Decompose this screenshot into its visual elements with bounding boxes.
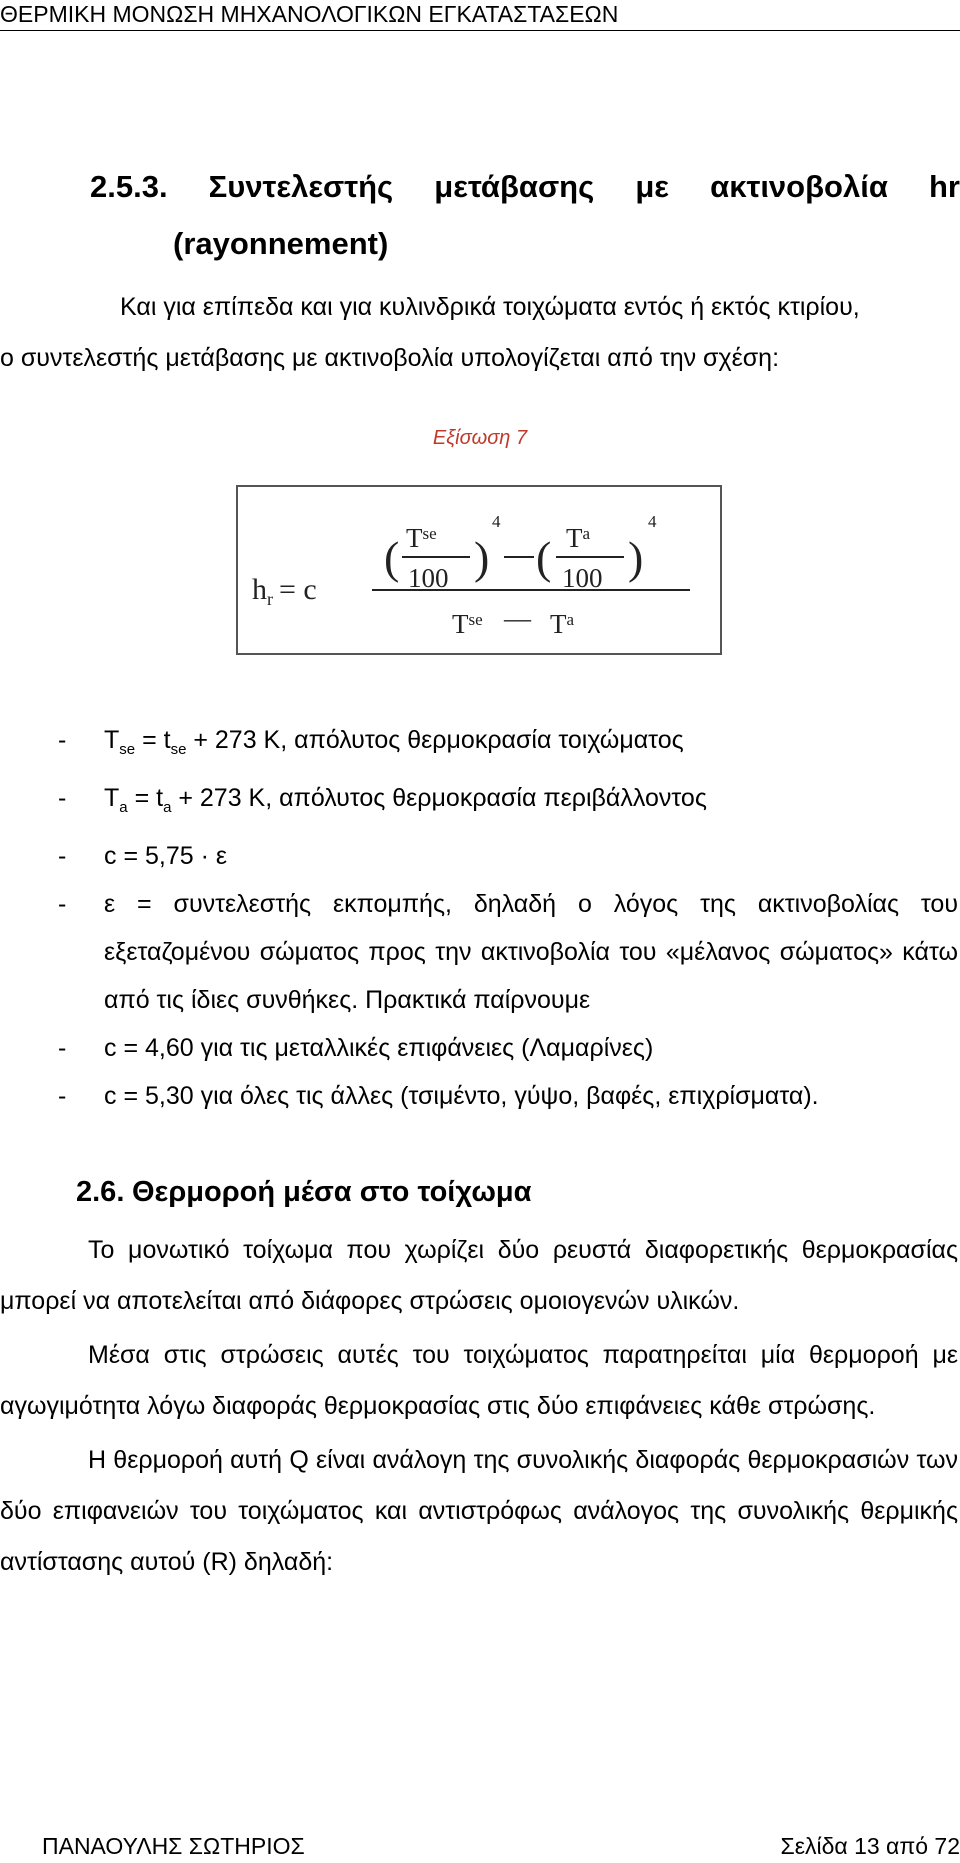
paragraph: Η θερμοροή αυτή Q είναι ανάλογη της συνολικής διαφοράς θερμοκρασιών των δύο επιφανειών του τοιχώματος και αντιστρόφως ανάλογος της συνολικής θερμικής αντίστασης αυτού (R) δηλαδή: bbox=[0, 1446, 958, 1576]
section-body bbox=[0, 1225, 958, 1591]
running-header: ΘΕΡΜΙΚΗ ΜΟΝΩΣΗ ΜΗΧΑΝΟΛΟΓΙΚΩΝ ΕΓΚΑΤΑΣΤΑΣΕΩΝ bbox=[0, 1, 619, 27]
definitions-list bbox=[58, 716, 958, 1120]
bullet-text: c = 4,60 για τις μεταλλικές επιφάνειες (Λαμαρίνες) bbox=[104, 1034, 654, 1062]
section-number: 2.5.3. bbox=[90, 169, 168, 204]
header-rule bbox=[0, 30, 960, 31]
list-item bbox=[58, 832, 958, 880]
bullet-subscript: se bbox=[170, 741, 187, 758]
eq-den-minus: — bbox=[504, 603, 531, 633]
footer-author: ΠΑΝΑΟΥΛΗΣ ΣΩΤΗΡΙΟΣ bbox=[42, 1833, 305, 1859]
list-item bbox=[58, 716, 958, 774]
page-footer bbox=[0, 1822, 960, 1859]
bullet-text: ε = συντελεστής εκπομπής, δηλαδή ο λόγος της ακτινοβολίας του εξεταζομένου σώματος προς την ακτινοβολία του «μέλανος σώματος» κάτω από τις ίδιες συνθήκες. Πρακτικά παίρνουμε bbox=[104, 890, 958, 1014]
paragraph: Το μονωτικό τοίχωμα που χωρίζει δύο ρευστά διαφορετικής θερμοκρασίας μπορεί να αποτελείται από διάφορες στρώσεις ομοιογενών υλικών. bbox=[0, 1236, 958, 1315]
intro-line-1: Και για επίπεδα και για κυλινδρικά τοιχώματα εντός ή εκτός κτιρίου, bbox=[120, 293, 860, 321]
bullet-text: + 273 K, απόλυτος θερμοκρασία περιβάλλοντος bbox=[171, 784, 707, 812]
equation-image bbox=[236, 485, 722, 655]
eq-hundred-1: 100 bbox=[408, 563, 449, 593]
bullet-text: = t bbox=[135, 726, 171, 754]
bullet-text: + 273 K, απόλυτος θερμοκρασία τοιχώματος bbox=[186, 726, 684, 754]
section-title: Θερμοροή μέσα στο τοίχωμα bbox=[132, 1176, 532, 1208]
eq-ta-num: $T^a$ bbox=[566, 523, 591, 553]
bullet-text: = t bbox=[127, 784, 164, 812]
equation-caption: Εξίσωση 7 bbox=[432, 427, 528, 449]
bullet-dash: - bbox=[58, 726, 67, 754]
intro-line-2: ο συντελεστής μετάβασης με ακτινοβολία υπολογίζεται από την σχέση: bbox=[0, 344, 780, 372]
bullet-dash: - bbox=[58, 890, 67, 918]
eq-paren-open-1: ( bbox=[384, 532, 400, 583]
bullet-dash: - bbox=[58, 842, 67, 870]
heading-word: hr bbox=[929, 169, 960, 204]
heading-word: με bbox=[635, 169, 670, 204]
list-item bbox=[58, 1072, 958, 1120]
bullet-text: c = 5,75 · ε bbox=[104, 842, 228, 870]
bullet-subscript: se bbox=[119, 741, 136, 758]
eq-exp-2: 4 bbox=[648, 512, 657, 531]
section-heading-2-5-3 bbox=[90, 167, 960, 207]
paragraph: Μέσα στις στρώσεις αυτές του τοιχώματος παρατηρείται μία θερμοροή με αγωγιμότητα λόγω διαφοράς θερμοκρασίας στις δύο επιφάνειες κάθε στρώσης. bbox=[0, 1341, 958, 1420]
section-heading-line2: (rayonnement) bbox=[173, 226, 389, 261]
footer-page-number: Σελίδα 13 από 72 bbox=[780, 1833, 960, 1859]
bullet-text: c = 5,30 για όλες τις άλλες (τσιμέντο, γύψο, βαφές, επιχρίσματα). bbox=[104, 1082, 819, 1110]
bullet-text: T bbox=[104, 784, 120, 812]
list-item bbox=[58, 880, 958, 1024]
heading-word: Συντελεστής bbox=[208, 169, 394, 204]
bullet-subscript: a bbox=[119, 799, 128, 816]
bullet-text: T bbox=[104, 726, 120, 754]
heading-word: ακτινοβολία bbox=[710, 169, 888, 204]
eq-paren-close-1: ) bbox=[474, 532, 490, 583]
bullet-dash: - bbox=[58, 1082, 67, 1110]
section-heading-2-6 bbox=[76, 1172, 532, 1212]
eq-tse-num: $T^{se}$ bbox=[406, 523, 437, 553]
list-item bbox=[58, 774, 958, 832]
eq-paren-close-2: ) bbox=[628, 532, 644, 583]
eq-exp-1: 4 bbox=[492, 512, 501, 531]
heading-word: μετάβασης bbox=[434, 169, 595, 204]
eq-den-tse: $T^{se}$ bbox=[452, 609, 483, 639]
bullet-subscript: a bbox=[163, 799, 172, 816]
list-item bbox=[58, 1024, 958, 1072]
eq-hundred-2: 100 bbox=[562, 563, 603, 593]
bullet-dash: - bbox=[58, 784, 67, 812]
eq-lhs: $h_r = c$ bbox=[252, 573, 317, 609]
eq-den-ta: $T^a$ bbox=[550, 609, 575, 639]
equation-svg bbox=[238, 487, 720, 653]
section-number: 2.6. bbox=[76, 1176, 125, 1208]
bullet-dash: - bbox=[58, 1034, 67, 1062]
eq-paren-open-2: ( bbox=[536, 532, 552, 583]
